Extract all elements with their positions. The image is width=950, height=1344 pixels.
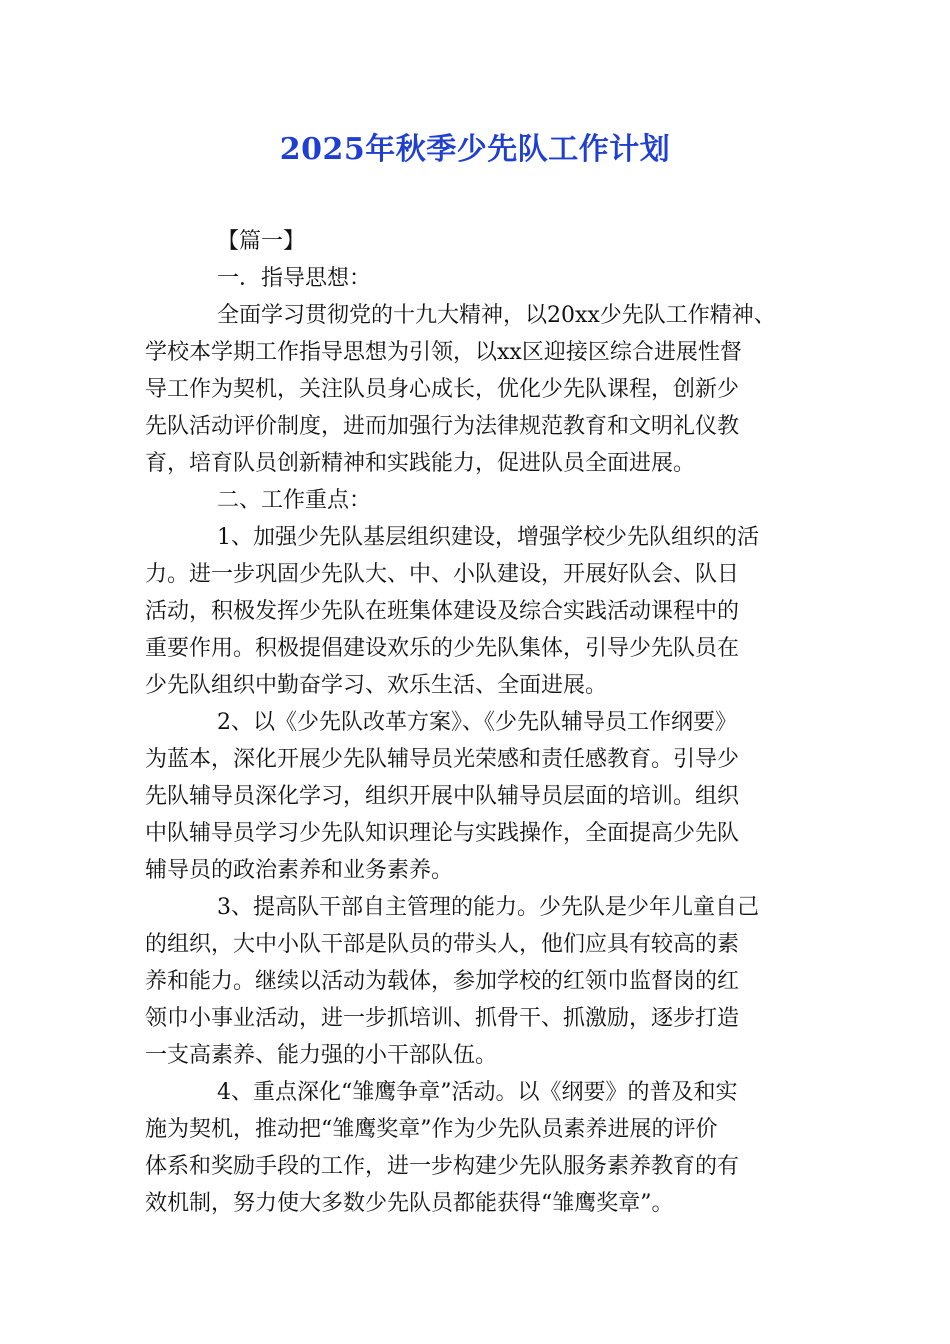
text-line: 少先队组织中勤奋学习、欢乐生活、全面进展。 — [145, 673, 608, 698]
document-title: 2025年秋季少先队工作计划 — [279, 132, 671, 167]
text-line: 先队活动评价制度，进而加强行为法律规范教育和文明礼仪教 — [145, 414, 740, 439]
text-line: 学校本学期工作指导思想为引领，以xx区迎接区综合进展性督 — [145, 340, 742, 365]
text-line: 育，培育队员创新精神和实践能力，促进队员全面进展。 — [145, 451, 696, 476]
text-line: 一支高素养、能力强的小干部队伍。 — [145, 1043, 498, 1068]
text-line: 力。进一步巩固少先队大、中、小队建设，开展好队会、队日 — [145, 562, 740, 587]
text-line: 4、重点深化“雏鹰争章”活动。以《纲要》的普及和实 — [217, 1080, 738, 1105]
text-line: 全面学习贯彻党的十九大精神，以20xx少先队工作精神、 — [217, 303, 776, 328]
text-line: 一．指导思想： — [217, 266, 372, 291]
text-line: 的组织，大中小队干部是队员的带头人，他们应具有较高的素 — [145, 932, 740, 957]
text-line: 辅导员的政治素养和业务素养。 — [145, 858, 454, 883]
text-line: 重要作用。积极提倡建设欢乐的少先队集体，引导少先队员在 — [145, 636, 740, 661]
text-line: 1、加强少先队基层组织建设，增强学校少先队组织的活 — [217, 525, 759, 550]
text-line: 活动，积极发挥少先队在班集体建设及综合实践活动课程中的 — [145, 599, 740, 624]
text-line: 效机制，努力使大多数少先队员都能获得“雏鹰奖章”。 — [145, 1191, 674, 1216]
text-line: 中队辅导员学习少先队知识理论与实践操作，全面提高少先队 — [145, 821, 740, 846]
document-body — [145, 223, 825, 1222]
text-line: 3、提高队干部自主管理的能力。少先队是少年儿童自己 — [217, 895, 759, 920]
text-line: 二、工作重点： — [217, 488, 372, 513]
text-line: 为蓝本，深化开展少先队辅导员光荣感和责任感教育。引导少 — [145, 747, 740, 772]
text-line: 养和能力。继续以活动为载体，参加学校的红领巾监督岗的红 — [145, 969, 740, 994]
text-line: 施为契机，推动把“雏鹰奖章”作为少先队员素养进展的评价 — [145, 1117, 718, 1142]
text-line: 2、以《少先队改革方案》、《少先队辅导员工作纲要》 — [217, 710, 737, 735]
text-line: 先队辅导员深化学习，组织开展中队辅导员层面的培训。组织 — [145, 784, 740, 809]
text-line: 导工作为契机，关注队员身心成长，优化少先队课程，创新少 — [145, 377, 740, 402]
text-line: 领巾小事业活动，进一步抓培训、抓骨干、抓激励，逐步打造 — [145, 1006, 740, 1031]
text-line: 体系和奖励手段的工作，进一步构建少先队服务素养教育的有 — [145, 1154, 740, 1179]
text-line: 【篇一】 — [217, 229, 306, 254]
